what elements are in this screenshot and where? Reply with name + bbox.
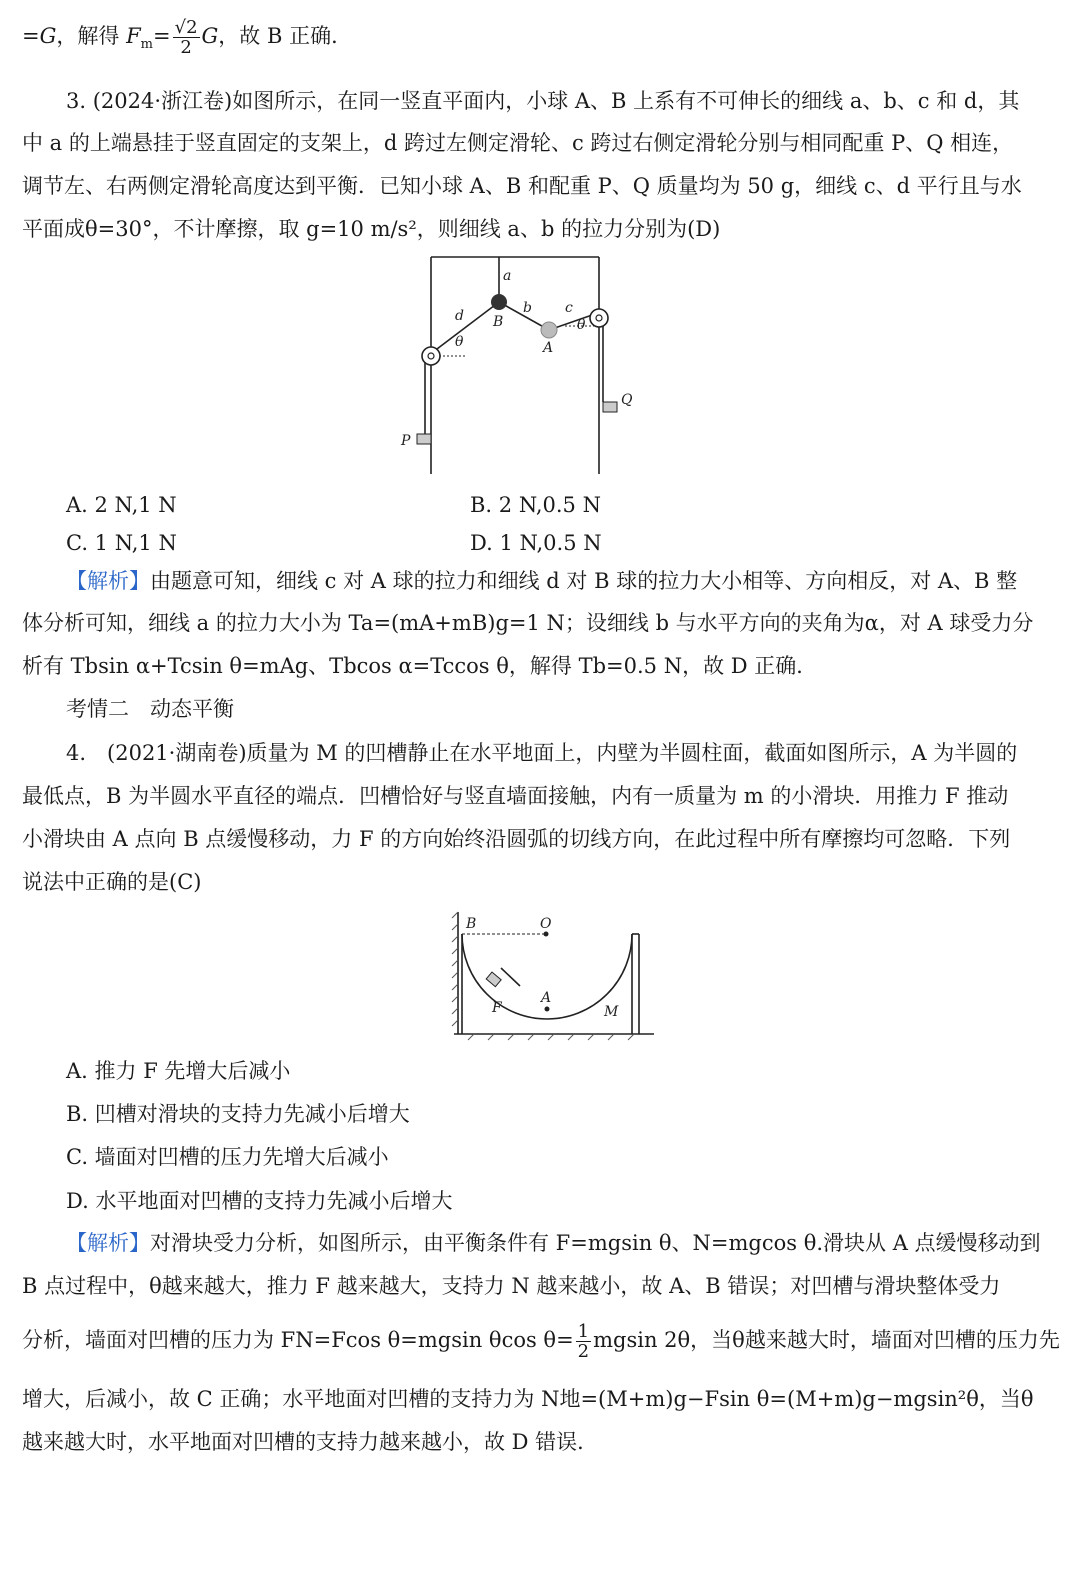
- right-pulley: [590, 309, 608, 327]
- q4-line-2: 最低点，B 为半圆水平直径的端点．凹槽恰好与竖直墙面接触，内有一质量为 m 的小滑块．用推力 F 推动: [22, 784, 1009, 808]
- label-a: a: [503, 268, 512, 284]
- q3-line-2: 中 a 的上端悬挂于竖直固定的支架上，d 跨过左侧定滑轮、c 跨过右侧定滑轮分别与相同配重 P、Q 相连，: [22, 131, 1014, 155]
- label-b: b: [523, 300, 532, 316]
- q4-option-c: C. 墙面对凹槽的压力先增大后减小: [66, 1145, 389, 1169]
- text-fragment: F: [126, 24, 141, 48]
- q4-line-1: 4. (2021·湖南卷)质量为 M 的凹槽静止在水平地面上，内壁为半圆柱面，截面如图所示，A 为半圆的: [66, 741, 1018, 765]
- label-theta-left: θ: [455, 334, 464, 350]
- text-fragment: =: [22, 24, 40, 48]
- label-A: A: [543, 340, 554, 356]
- q3-option-d: D. 1 N,0.5 N: [470, 531, 602, 555]
- q3-option-b: B. 2 N,0.5 N: [470, 493, 601, 517]
- top-line: [22, 18, 1062, 60]
- analysis-text: 分析，墙面对凹槽的压力为 FN=Fcos θ=mgsin θcos θ=: [22, 1328, 574, 1352]
- groove-figure: [448, 908, 658, 1043]
- analysis-tag: 【解析】: [66, 1231, 150, 1255]
- q4-analysis-5: 越来越大时，水平地面对凹槽的支持力越来越小，故 D 错误．: [22, 1430, 599, 1454]
- q4-option-b: B. 凹槽对滑块的支持力先减小后增大: [66, 1102, 410, 1126]
- q3-analysis-2: 体分析可知，细线 a 的拉力大小为 Ta=(mA+mB)g=1 N；设细线 b 与水平方向的夹角为α，对 A 球受力分: [22, 611, 1034, 635]
- text-fragment: m: [140, 37, 153, 53]
- fraction: [173, 18, 200, 57]
- q3-analysis-1: [66, 566, 1080, 596]
- pulley-figure: [395, 252, 655, 477]
- label-A: A: [541, 990, 552, 1006]
- q3-line-4: 平面成θ=30°，不计摩擦，取 g=10 m/s²，则细线 a、b 的拉力分别为(D): [22, 217, 721, 241]
- q4-option-a: A. 推力 F 先增大后减小: [66, 1059, 291, 1083]
- label-Q: Q: [621, 392, 633, 408]
- section-title: 考情二 动态平衡: [66, 697, 234, 721]
- label-B: B: [466, 916, 477, 932]
- text-fragment: ，故 B 正确．: [218, 24, 353, 48]
- q3-option-c: C. 1 N,1 N: [66, 531, 177, 555]
- q3-line-1: 3. (2024·浙江卷)如图所示，在同一竖直平面内，小球 A、B 上系有不可伸长的细线 a、b、c 和 d，其: [66, 89, 1020, 113]
- ball-a: [541, 322, 557, 338]
- point-a: [545, 1007, 550, 1012]
- q3-analysis-3: 析有 Tbsin α+Tcsin θ=mAg、Tbcos α=Tccos θ，解得 Tb=0.5 N，故 D 正确．: [22, 654, 818, 678]
- numerator: 1: [577, 1321, 590, 1342]
- label-d: d: [455, 308, 464, 324]
- q3-option-a: A. 2 N,1 N: [66, 493, 177, 517]
- weight-p: [417, 434, 431, 444]
- q4-line-3: 小滑块由 A 点向 B 点缓慢移动，力 F 的方向始终沿圆弧的切线方向，在此过程中所有摩擦均可忽略．下列: [22, 827, 1011, 851]
- analysis-text: 由题意可知，细线 c 对 A 球的拉力和细线 d 对 B 球的拉力大小相等、方向相反，对 A、B 整: [150, 569, 1018, 593]
- numerator: √2: [174, 17, 198, 38]
- q4-analysis-4: 增大，后减小，故 C 正确；水平地面对凹槽的支持力为 N地=(M+m)g−Fsin θ=(M+m)g−mgsin²θ，当θ: [22, 1387, 1034, 1411]
- label-M: M: [604, 1004, 619, 1020]
- fraction-half: [576, 1322, 591, 1361]
- analysis-text: mgsin 2θ，当θ越来越大时，墙面对凹槽的压力先: [593, 1328, 1060, 1352]
- ball-b: [491, 294, 507, 310]
- text-fragment: =: [152, 24, 171, 48]
- q4-analysis-1: [66, 1228, 1080, 1258]
- label-O: O: [540, 916, 552, 932]
- slider-block: [486, 972, 501, 987]
- weight-q: [603, 402, 617, 412]
- q4-line-4: 说法中正确的是(C): [22, 870, 202, 894]
- left-pulley: [422, 347, 440, 365]
- analysis-text: 对滑块受力分析，如图所示，由平衡条件有 F=mgsin θ、N=mgcos θ.滑块从 A 点缓慢移动到: [150, 1231, 1041, 1255]
- label-P: P: [401, 433, 411, 449]
- label-F: F: [492, 1000, 502, 1016]
- q3-line-3: 调节左、右两侧定滑轮高度达到平衡．已知小球 A、B 和配重 P、Q 质量均为 50 g，细线 c、d 平行且与水: [22, 174, 1022, 198]
- label-c: c: [565, 300, 573, 316]
- text-fragment: ，解得: [56, 24, 127, 48]
- denominator: 2: [180, 37, 192, 58]
- q4-option-d: D. 水平地面对凹槽的支持力先减小后增大: [66, 1189, 453, 1213]
- text-fragment: G: [201, 24, 219, 48]
- q4-analysis-2: B 点过程中，θ越来越大，推力 F 越来越大，支持力 N 越来越小，故 A、B 错误；对凹槽与滑块整体受力: [22, 1274, 1001, 1298]
- label-B: B: [493, 314, 504, 330]
- analysis-tag: 【解析】: [66, 569, 150, 593]
- q4-analysis-3: [22, 1322, 1062, 1361]
- denominator: 2: [577, 1341, 590, 1362]
- label-theta-right: θ: [577, 317, 586, 333]
- text-fragment: G: [39, 24, 57, 48]
- point-o: [544, 932, 549, 937]
